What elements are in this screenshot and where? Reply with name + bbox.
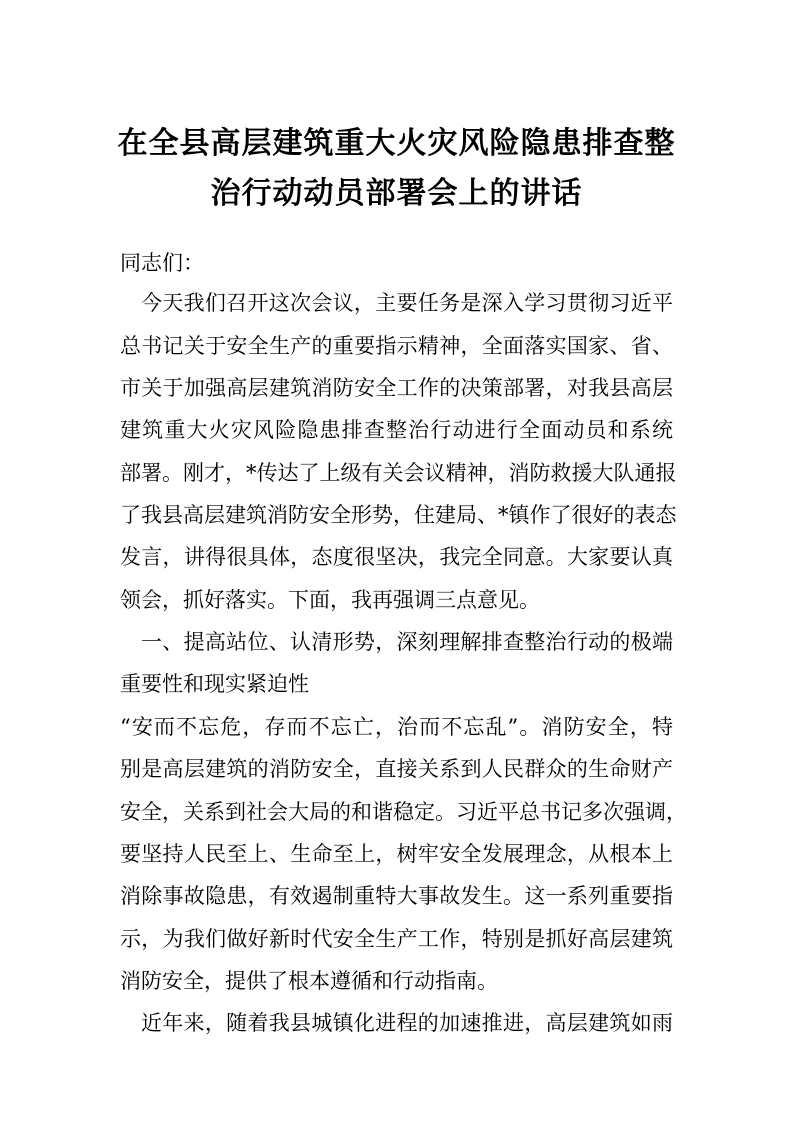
paragraph-line: 今天我们召开这次会议，主要任务是深入学习贯彻习近平 bbox=[141, 291, 673, 315]
paragraph-line: 消除事故隐患，有效遏制重特大事故发生。这一系列重要指 bbox=[120, 884, 673, 908]
paragraph-line: 示，为我们做好新时代安全生产工作，特别是抓好高层建筑 bbox=[120, 927, 673, 951]
document-title-line-2: 治行动动员部署会上的讲话 bbox=[210, 176, 583, 211]
paragraph-line: 建筑重大火灾风险隐患排查整治行动进行全面动员和系统 bbox=[120, 418, 673, 442]
paragraph-line: 市关于加强高层建筑消防安全工作的决策部署，对我县高层 bbox=[120, 376, 673, 400]
section-heading-line: 一、提高站位、认清形势，深刻理解排查整治行动的极端 bbox=[141, 630, 673, 654]
paragraph-line: 近年来，随着我县城镇化进程的加速推进，高层建筑如雨 bbox=[141, 1011, 673, 1035]
paragraph-line: 总书记关于安全生产的重要指示精神，全面落实国家、省、 bbox=[120, 334, 673, 358]
paragraph-line: “安而不忘危，存而不忘亡，治而不忘乱”。消防安全，特 bbox=[120, 715, 673, 739]
paragraph-line: 要坚持人民至上、生命至上，树牢安全发展理念，从根本上 bbox=[120, 842, 673, 866]
paragraph-line: 发言，讲得很具体，态度很坚决，我完全同意。大家要认真 bbox=[120, 545, 673, 569]
paragraph-line: 部署。刚才，*传达了上级有关会议精神，消防救援大队通报 bbox=[120, 461, 677, 485]
paragraph-line: 领会，抓好落实。下面，我再强调三点意见。 bbox=[120, 588, 540, 612]
salutation: 同志们： bbox=[120, 251, 204, 275]
paragraph-line: 消防安全，提供了根本遵循和行动指南。 bbox=[120, 969, 498, 993]
section-heading-line: 重要性和现实紧迫性 bbox=[120, 672, 309, 696]
paragraph-line: 了我县高层建筑消防安全形势，住建局、*镇作了很好的表态 bbox=[120, 503, 677, 527]
paragraph-line: 安全，关系到社会大局的和谐稳定。习近平总书记多次强调， bbox=[120, 800, 687, 824]
paragraph-line: 别是高层建筑的消防安全，直接关系到人民群众的生命财产 bbox=[120, 757, 673, 781]
document-title-line-1: 在全县高层建筑重大火灾风险隐患排查整 bbox=[117, 126, 676, 161]
